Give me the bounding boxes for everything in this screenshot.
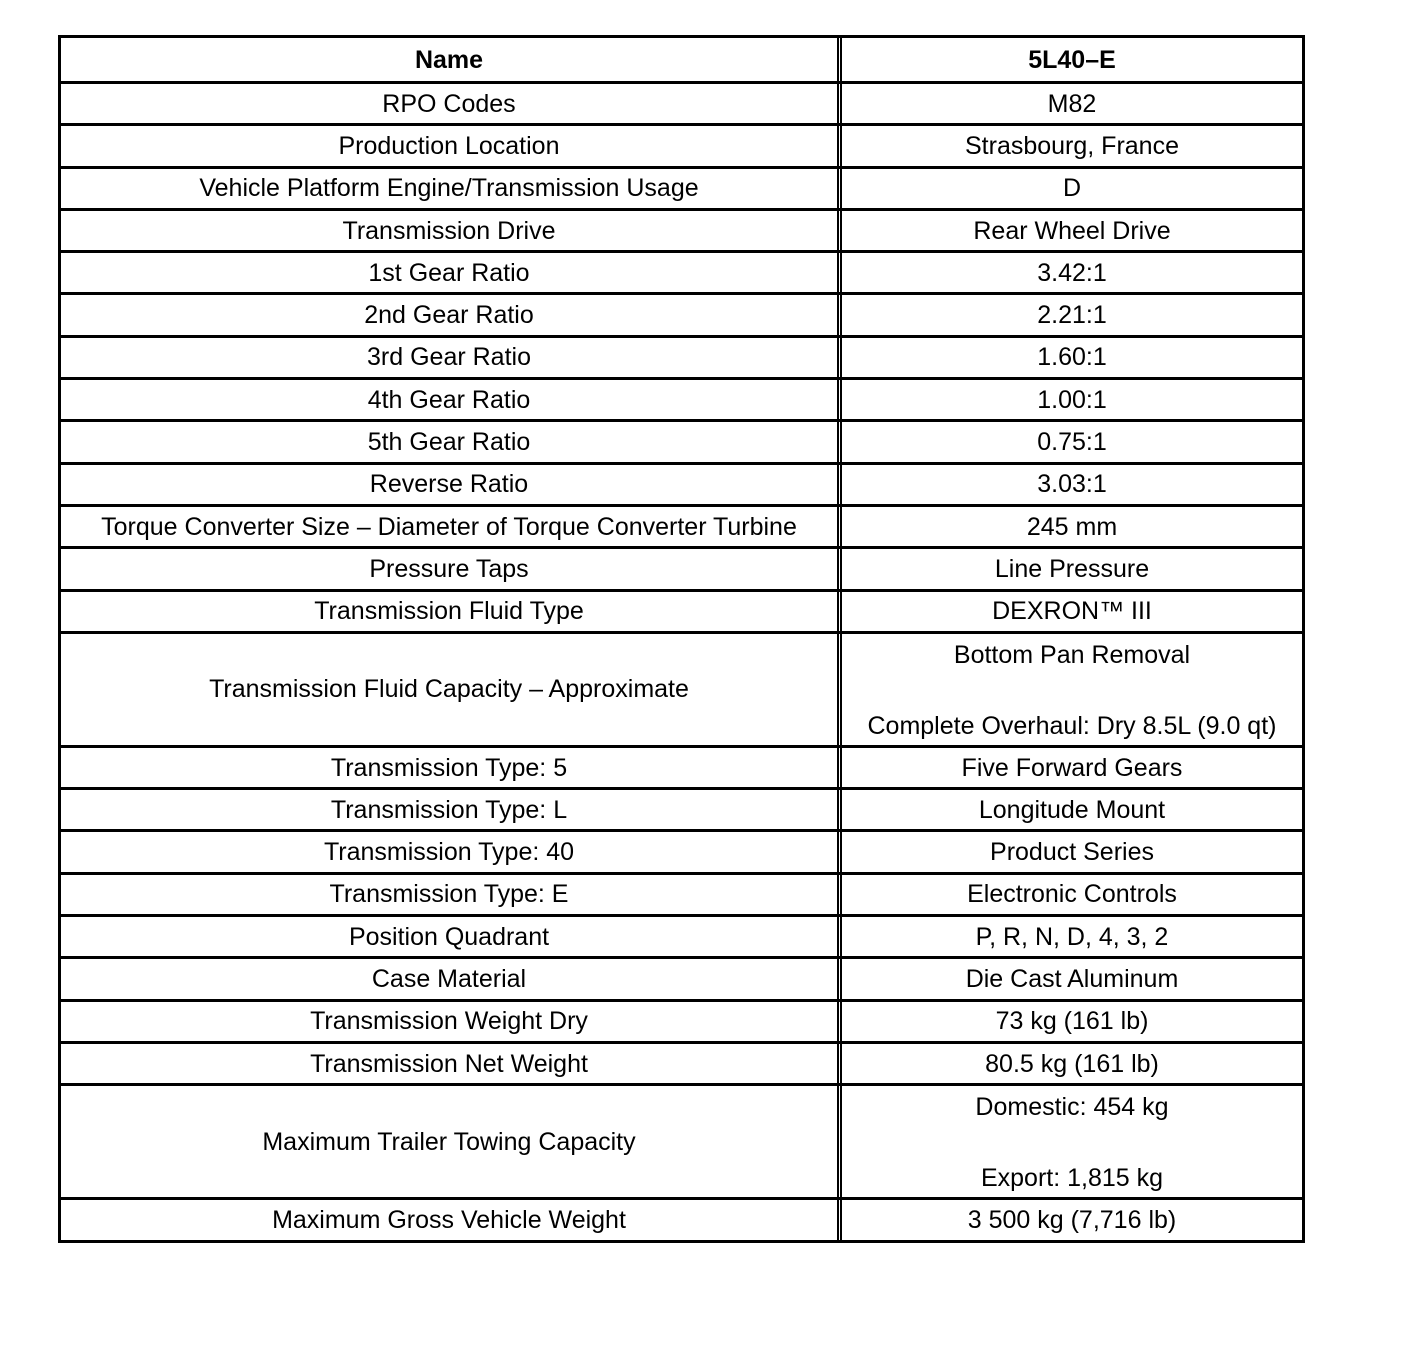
- spec-value-cell: [842, 1086, 1302, 1197]
- spec-value-cell: [842, 592, 1302, 631]
- spec-value-line: 0.75:1: [1037, 428, 1107, 457]
- spec-name-cell: Transmission Fluid Capacity – Approximate: [61, 634, 842, 745]
- spec-value-cell: [842, 507, 1302, 546]
- table-row: [61, 999, 1302, 1041]
- spec-value-cell: [842, 169, 1302, 208]
- spec-value-line: Line Pressure: [994, 554, 1150, 583]
- table-row: [61, 631, 1302, 745]
- spec-value-line: Die Cast Aluminum: [965, 964, 1179, 993]
- spec-value-cell: [842, 465, 1302, 504]
- table-row: [61, 589, 1302, 631]
- spec-value-cell: [842, 338, 1302, 377]
- spec-value-cell: [842, 253, 1302, 292]
- spec-value-cell: [842, 875, 1302, 914]
- spec-name-cell: Vehicle Platform Engine/Transmission Usage: [61, 169, 842, 208]
- spec-value-cell: [842, 917, 1302, 956]
- table-row: [61, 956, 1302, 998]
- spec-value-line: D: [1062, 174, 1082, 203]
- spec-value-cell: [842, 380, 1302, 419]
- spec-name-cell: RPO Codes: [61, 84, 842, 123]
- spec-value-line: DEXRON™ III: [992, 597, 1152, 626]
- spec-value-line: Rear Wheel Drive: [973, 216, 1171, 245]
- spec-value-line: Longitude Mount: [978, 795, 1166, 824]
- spec-value-cell: [842, 634, 1302, 745]
- spec-value-line: Five Forward Gears: [961, 753, 1183, 782]
- table-row: [61, 208, 1302, 250]
- spec-value-line: 2.21:1: [1037, 301, 1107, 330]
- spec-value-line: Domestic: 454 kg: [975, 1093, 1169, 1122]
- spec-name-cell: Transmission Type: L: [61, 790, 842, 829]
- table-row: [61, 81, 1302, 123]
- spec-name-cell: Transmission Drive: [61, 211, 842, 250]
- spec-value-line: Complete Overhaul: Dry 8.5L (9.0 qt): [867, 711, 1277, 740]
- spec-value-line: Strasbourg, France: [965, 131, 1179, 160]
- spec-value-cell: [842, 1002, 1302, 1041]
- spec-name-cell: 1st Gear Ratio: [61, 253, 842, 292]
- spec-value-line: 80.5 kg (161 lb): [985, 1049, 1159, 1078]
- table-row: [61, 123, 1302, 165]
- spec-value-cell: [842, 84, 1302, 123]
- table-row: [61, 546, 1302, 588]
- table-row: [61, 745, 1302, 787]
- spec-name-cell: 2nd Gear Ratio: [61, 295, 842, 334]
- spec-value-line: 1.00:1: [1037, 385, 1107, 414]
- spec-value-line: Export: 1,815 kg: [980, 1164, 1164, 1193]
- header-row: [61, 38, 1302, 81]
- spec-value-cell: [842, 959, 1302, 998]
- spec-name-cell: Pressure Taps: [61, 549, 842, 588]
- spec-value-cell: [842, 1044, 1302, 1083]
- spec-value-cell: [842, 832, 1302, 871]
- table-row: [61, 250, 1302, 292]
- spec-name-cell: 3rd Gear Ratio: [61, 338, 842, 377]
- spec-name-cell: 5th Gear Ratio: [61, 422, 842, 461]
- spec-value-line: 73 kg (161 lb): [995, 1007, 1149, 1036]
- spec-value-line: Product Series: [990, 838, 1154, 867]
- spec-name-cell: Transmission Type: E: [61, 875, 842, 914]
- table-row: [61, 914, 1302, 956]
- table-row: [61, 787, 1302, 829]
- spec-name-cell: Production Location: [61, 126, 842, 165]
- spec-name-cell: Reverse Ratio: [61, 465, 842, 504]
- table-row: [61, 335, 1302, 377]
- table-row: [61, 1041, 1302, 1083]
- table-row: [61, 377, 1302, 419]
- header-value-cell: 5L40–E: [1028, 45, 1116, 74]
- spec-value-cell: [842, 790, 1302, 829]
- spec-value-cell: [842, 211, 1302, 250]
- spec-name-cell: 4th Gear Ratio: [61, 380, 842, 419]
- spec-name-cell: Case Material: [61, 959, 842, 998]
- table-row: [61, 829, 1302, 871]
- spec-value-cell: [842, 1200, 1302, 1239]
- table-row: [61, 419, 1302, 461]
- spec-name-cell: Transmission Weight Dry: [61, 1002, 842, 1041]
- spec-name-cell: Transmission Type: 5: [61, 748, 842, 787]
- table-row: [61, 1083, 1302, 1197]
- spec-name-cell: Transmission Type: 40: [61, 832, 842, 871]
- spec-name-cell: Position Quadrant: [61, 917, 842, 956]
- spec-value-cell: [842, 549, 1302, 588]
- table-row: [61, 166, 1302, 208]
- spec-value-line: P, R, N, D, 4, 3, 2: [975, 922, 1169, 951]
- spec-table: [58, 35, 1305, 1243]
- spec-value-line: 3.42:1: [1037, 258, 1107, 287]
- spec-name-cell: Maximum Trailer Towing Capacity: [61, 1086, 842, 1197]
- spec-value-line: 3 500 kg (7,716 lb): [967, 1205, 1177, 1234]
- spec-value-line: M82: [1047, 89, 1097, 118]
- table-row: [61, 872, 1302, 914]
- spec-value-cell: [842, 422, 1302, 461]
- spec-name-cell: Maximum Gross Vehicle Weight: [61, 1200, 842, 1239]
- spec-value-cell: [842, 295, 1302, 334]
- table-row: [61, 504, 1302, 546]
- spec-value-line: 245 mm: [1026, 512, 1118, 541]
- spec-value-cell: [842, 748, 1302, 787]
- spec-value-cell: [842, 126, 1302, 165]
- header-name-cell: Name: [61, 38, 842, 81]
- spec-name-cell: Transmission Net Weight: [61, 1044, 842, 1083]
- spec-value-line: 1.60:1: [1037, 343, 1107, 372]
- table-row: [61, 1197, 1302, 1239]
- spec-value-line: Bottom Pan Removal: [953, 640, 1191, 669]
- table-row: [61, 292, 1302, 334]
- spec-name-cell: Transmission Fluid Type: [61, 592, 842, 631]
- spec-name-cell: Torque Converter Size – Diameter of Torque Converter Turbine: [61, 507, 842, 546]
- spec-value-line: Electronic Controls: [967, 880, 1177, 909]
- spec-value-line: 3.03:1: [1037, 470, 1107, 499]
- table-row: [61, 462, 1302, 504]
